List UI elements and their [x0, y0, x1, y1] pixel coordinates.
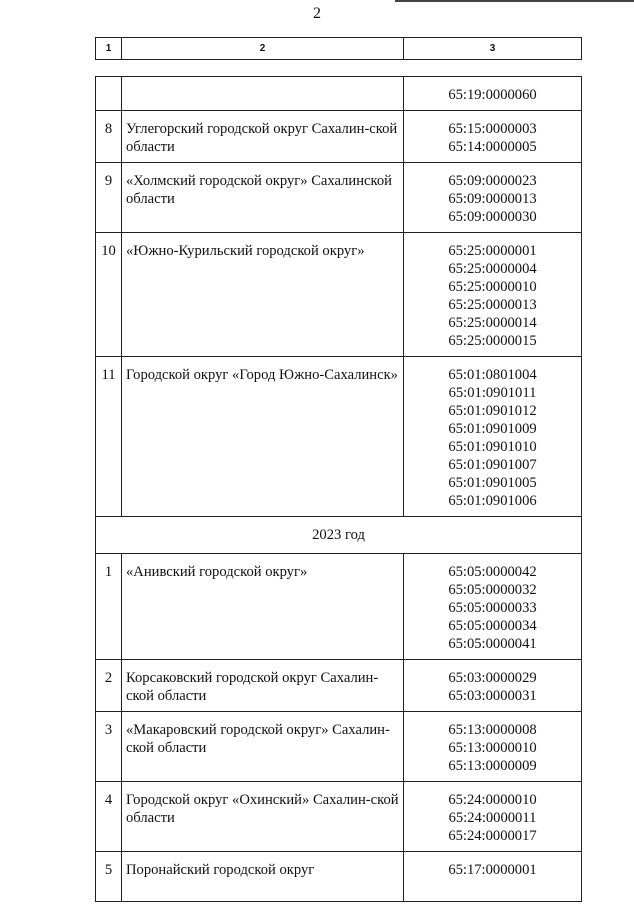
- table-row: [96, 357, 582, 517]
- row-number: 5: [96, 852, 122, 902]
- municipality-name: «Анивский городской округ»: [122, 554, 404, 660]
- cadastral-codes: [404, 357, 582, 517]
- year-section-row: [96, 517, 582, 554]
- table-row: [96, 782, 582, 852]
- cadastral-code: 65:05:0000042: [448, 564, 537, 580]
- cadastral-codes: [404, 111, 582, 163]
- row-number: 3: [96, 712, 122, 782]
- cadastral-code: 65:25:0000013: [448, 297, 537, 313]
- cadastral-code: 65:01:0901006: [448, 493, 537, 509]
- cadastral-code: 65:09:0000023: [448, 173, 537, 189]
- municipality-name: Городской округ «Охинский» Сахалин-ской области: [122, 782, 404, 852]
- table-row: [96, 233, 582, 357]
- municipality-name: «Макаровский городской округ» Сахалин-ской области: [122, 712, 404, 782]
- table-row: [96, 660, 582, 712]
- cadastral-codes: [404, 163, 582, 233]
- cadastral-code: 65:01:0801004: [448, 367, 537, 383]
- year-heading: 2023 год: [96, 517, 582, 554]
- cadastral-codes: [404, 554, 582, 660]
- cadastral-code: 65:19:0000060: [448, 87, 537, 103]
- row-number: 8: [96, 111, 122, 163]
- cadastral-code: 65:24:0000010: [448, 792, 537, 808]
- cadastral-code: 65:25:0000004: [448, 261, 537, 277]
- page-number: 2: [313, 5, 321, 22]
- cadastral-code: 65:01:0901011: [448, 385, 537, 401]
- row-number: 4: [96, 782, 122, 852]
- table-row: [96, 163, 582, 233]
- cadastral-code: 65:09:0000030: [448, 209, 537, 225]
- municipality-name: Углегорский городской округ Сахалин-ской области: [122, 111, 404, 163]
- row-number: 10: [96, 233, 122, 357]
- column-number-header: [95, 37, 582, 60]
- cadastral-code: 65:03:0000031: [448, 688, 537, 704]
- row-number: 11: [96, 357, 122, 517]
- cadastral-codes: [404, 233, 582, 357]
- cadastral-code: 65:13:0000009: [448, 758, 537, 774]
- municipality-name: Поронайский городской округ: [122, 852, 404, 902]
- row-number: 1: [96, 554, 122, 660]
- table-row: [96, 712, 582, 782]
- cadastral-code: 65:25:0000010: [448, 279, 537, 295]
- table-row: [96, 111, 582, 163]
- column-number-2: 2: [122, 38, 404, 60]
- municipality-name: Городской округ «Город Южно-Сахалинск»: [122, 357, 404, 517]
- cadastral-codes: [404, 77, 582, 111]
- cadastral-code: 65:09:0000013: [448, 191, 537, 207]
- table-row: [96, 852, 582, 902]
- municipality-name: «Южно-Курильский городской округ»: [122, 233, 404, 357]
- cadastral-code: 65:05:0000032: [448, 582, 537, 598]
- cadastral-code: 65:15:0000003: [448, 121, 537, 137]
- cadastral-code: 65:01:0901009: [448, 421, 537, 437]
- cadastral-table: [95, 76, 582, 902]
- cadastral-code: 65:05:0000041: [448, 636, 537, 652]
- cadastral-code: 65:01:0901007: [448, 457, 537, 473]
- column-number-3: 3: [404, 38, 582, 60]
- municipality-name: Корсаковский городской округ Сахалин-ской области: [122, 660, 404, 712]
- row-number: 2: [96, 660, 122, 712]
- cadastral-code: 65:13:0000010: [448, 740, 537, 756]
- row-number: 9: [96, 163, 122, 233]
- cadastral-code: 65:25:0000001: [448, 243, 537, 259]
- row-number: [96, 77, 122, 111]
- cadastral-code: 65:24:0000011: [448, 810, 537, 826]
- cadastral-codes: [404, 852, 582, 902]
- cadastral-code: 65:17:0000001: [448, 862, 537, 878]
- cadastral-code: 65:05:0000033: [448, 600, 537, 616]
- cadastral-code: 65:01:0901010: [448, 439, 537, 455]
- table-row: [96, 77, 582, 111]
- cadastral-code: 65:01:0901012: [448, 403, 537, 419]
- cadastral-codes: [404, 712, 582, 782]
- column-number-1: 1: [96, 38, 122, 60]
- table-row: [96, 554, 582, 660]
- cadastral-codes: [404, 660, 582, 712]
- cadastral-codes: [404, 782, 582, 852]
- municipality-name: «Холмский городской округ» Сахалинской области: [122, 163, 404, 233]
- municipality-name: [122, 77, 404, 111]
- cadastral-code: 65:13:0000008: [448, 722, 537, 738]
- cadastral-code: 65:25:0000015: [448, 333, 537, 349]
- cadastral-code: 65:01:0901005: [448, 475, 537, 491]
- cadastral-code: 65:03:0000029: [448, 670, 537, 686]
- cadastral-code: 65:05:0000034: [448, 618, 537, 634]
- cadastral-code: 65:14:0000005: [448, 139, 537, 155]
- top-rule: [395, 0, 634, 2]
- cadastral-code: 65:25:0000014: [448, 315, 537, 331]
- cadastral-code: 65:24:0000017: [448, 828, 537, 844]
